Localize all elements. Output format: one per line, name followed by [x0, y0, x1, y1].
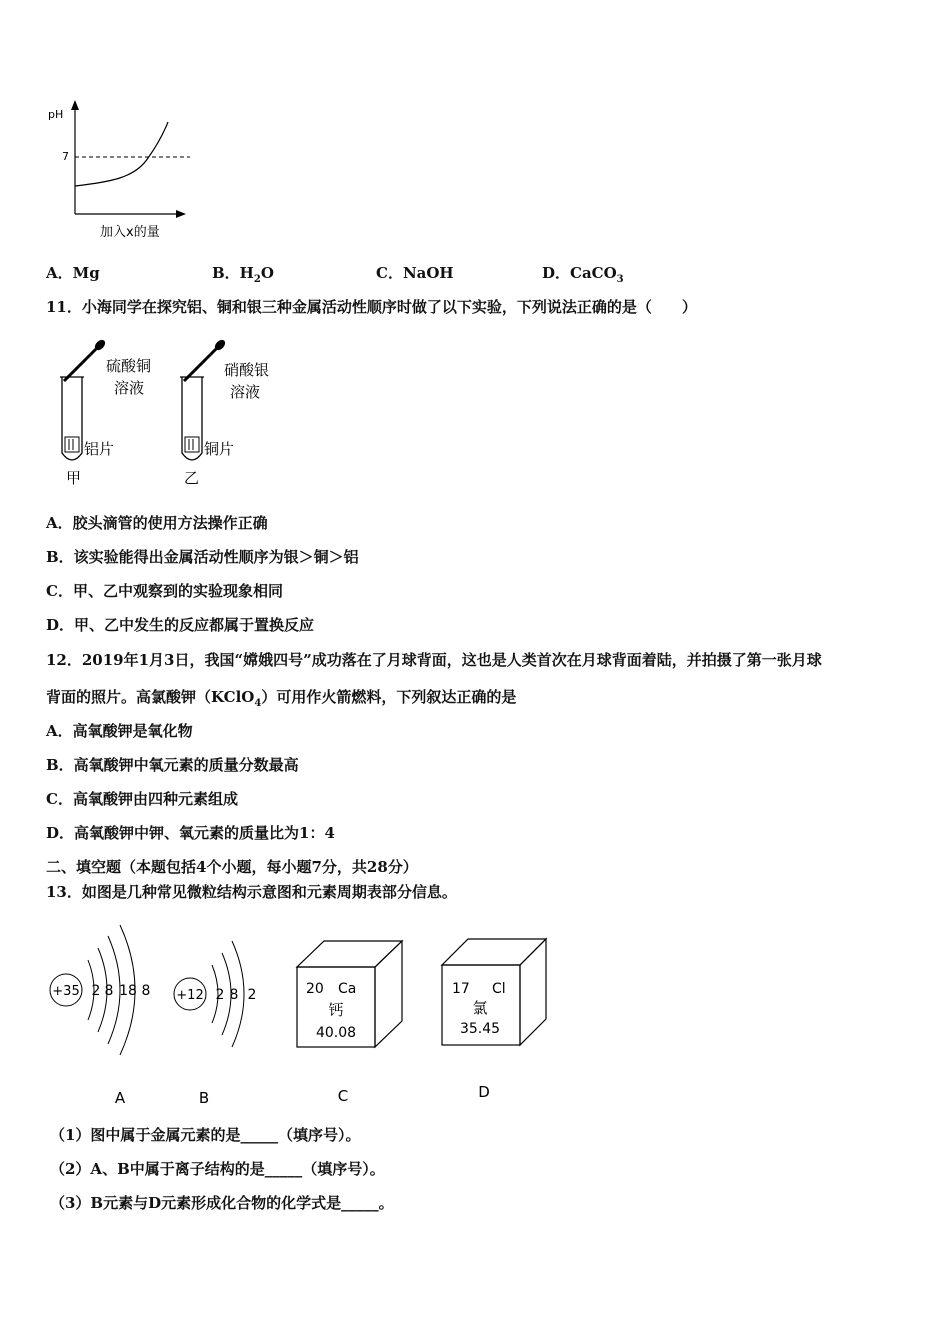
element-d-number: 17 — [452, 981, 470, 997]
q12-stem-line2-prefix: 背面的照片。高氯酸钾（KClO — [46, 688, 255, 706]
tube-b-metal: 铜片 — [204, 440, 235, 458]
q12-stem-line1: 12．2019年1月3日，我国“嫦娥四号”成功落在了月球背面，这也是人类首次在月球背面着陆，并拍摄了第一张月球 — [46, 651, 822, 669]
q10-option-b — [212, 262, 274, 285]
q10-option-b-subscript: 2 — [253, 274, 261, 285]
element-d-box — [442, 939, 546, 1101]
element-d-name: 氯 — [472, 999, 488, 1017]
element-c-symbol: Ca — [338, 981, 357, 997]
q10-option-d — [542, 262, 624, 285]
q10-option-a: A．Mg — [46, 264, 100, 282]
atom-b-nucleus-charge: +12 — [176, 988, 204, 1003]
q12-stem-line2-suffix: ）可用作火箭燃料，下列叙达正确的是 — [261, 688, 517, 706]
q13-sub-question-3: （3）B元素与D元素形成化合物的化学式是_____。 — [50, 1194, 394, 1212]
element-c-mass: 40.08 — [315, 1025, 357, 1041]
atom-a-diagram — [50, 925, 150, 1107]
atom-a-shell-1: 2 — [91, 983, 101, 999]
element-c-name: 钙 — [328, 1001, 344, 1019]
q11-option-d: D．甲、乙中发生的反应都属于置换反应 — [46, 616, 315, 634]
atom-b-label: B — [198, 1089, 210, 1107]
q13-sub-question-2: （2）A、B中属于离子结构的是_____（填序号）。 — [50, 1160, 385, 1178]
ph-axis-label: pH — [48, 108, 64, 121]
q11-option-c: C．甲、乙中观察到的实验现象相同 — [46, 582, 283, 600]
tube-a-label: 甲 — [66, 469, 82, 487]
element-c-box — [297, 941, 402, 1105]
ph-curve — [75, 122, 168, 186]
atom-b-shell-1: 2 — [215, 987, 225, 1003]
ph-7-label: 7 — [62, 150, 69, 163]
tube-b-solution-line2: 溶液 — [230, 383, 261, 401]
q13-stem: 13．如图是几种常见微粒结构示意图和元素周期表部分信息。 — [46, 883, 457, 901]
q12-option-d: D．高氧酸钾中钾、氧元素的质量比为1：4 — [46, 824, 335, 842]
tube-b-label: 乙 — [184, 469, 200, 487]
atom-a-label: A — [114, 1089, 126, 1107]
x-axis-arrow — [176, 210, 186, 218]
atom-a-shell-3: 18 — [119, 983, 137, 999]
q12-stem-line2 — [46, 686, 516, 709]
q10-option-b-prefix: B．H — [212, 264, 254, 282]
x-axis-label: 加入x的量 — [100, 225, 160, 240]
q12-option-b: B．高氧酸钾中氧元素的质量分数最高 — [46, 756, 299, 774]
element-d-label: D — [478, 1083, 490, 1101]
ph-graph — [40, 96, 200, 244]
q11-option-b: B．该实验能得出金属活动性顺序为银＞铜＞铝 — [46, 548, 359, 566]
element-d-symbol: Cl — [492, 981, 506, 997]
element-d-mass: 35.45 — [459, 1021, 501, 1037]
tube-a-metal: 铝片 — [84, 440, 115, 458]
q10-option-b-suffix: O — [260, 264, 274, 282]
section-2-heading: 二、填空题（本题包括4个小题，每小题7分，共28分） — [46, 858, 418, 876]
q11-test-tube-figure — [50, 335, 300, 495]
q13-sub-question-1: （1）图中属于金属元素的是_____（填序号）。 — [50, 1126, 361, 1144]
q10-option-d-subscript: 3 — [616, 274, 624, 285]
q12-stem-line2-subscript: 4 — [254, 698, 262, 709]
q12-option-a: A．高氧酸钾是氧化物 — [46, 722, 193, 740]
element-c-label: C — [337, 1087, 349, 1105]
element-c-number: 20 — [306, 981, 324, 997]
atom-a-shell-2: 8 — [104, 983, 114, 999]
q10-option-c: C．NaOH — [376, 264, 454, 282]
atom-b-shell-2: 8 — [229, 987, 239, 1003]
atom-b-shell-3: 2 — [247, 987, 257, 1003]
q12-option-c: C．高氧酸钾由四种元素组成 — [46, 790, 238, 808]
atom-a-nucleus-charge: +35 — [52, 984, 80, 999]
q10-option-d-prefix: D．CaCO — [542, 264, 617, 282]
atom-a-shell-4: 8 — [141, 983, 151, 999]
y-axis-arrow — [71, 100, 79, 110]
tube-a-solution-line2: 溶液 — [114, 379, 145, 397]
atom-b-diagram — [174, 941, 256, 1107]
q13-figure — [40, 905, 580, 1115]
tube-b-solution-line1: 硝酸银 — [224, 361, 270, 379]
tube-a-solution-line1: 硫酸铜 — [106, 357, 152, 375]
q11-stem: 11．小海同学在探究铝、铜和银三种金属活动性顺序时做了以下实验，下列说法正确的是（ ） — [46, 298, 697, 316]
q11-option-a: A．胶头滴管的使用方法操作正确 — [46, 514, 268, 532]
